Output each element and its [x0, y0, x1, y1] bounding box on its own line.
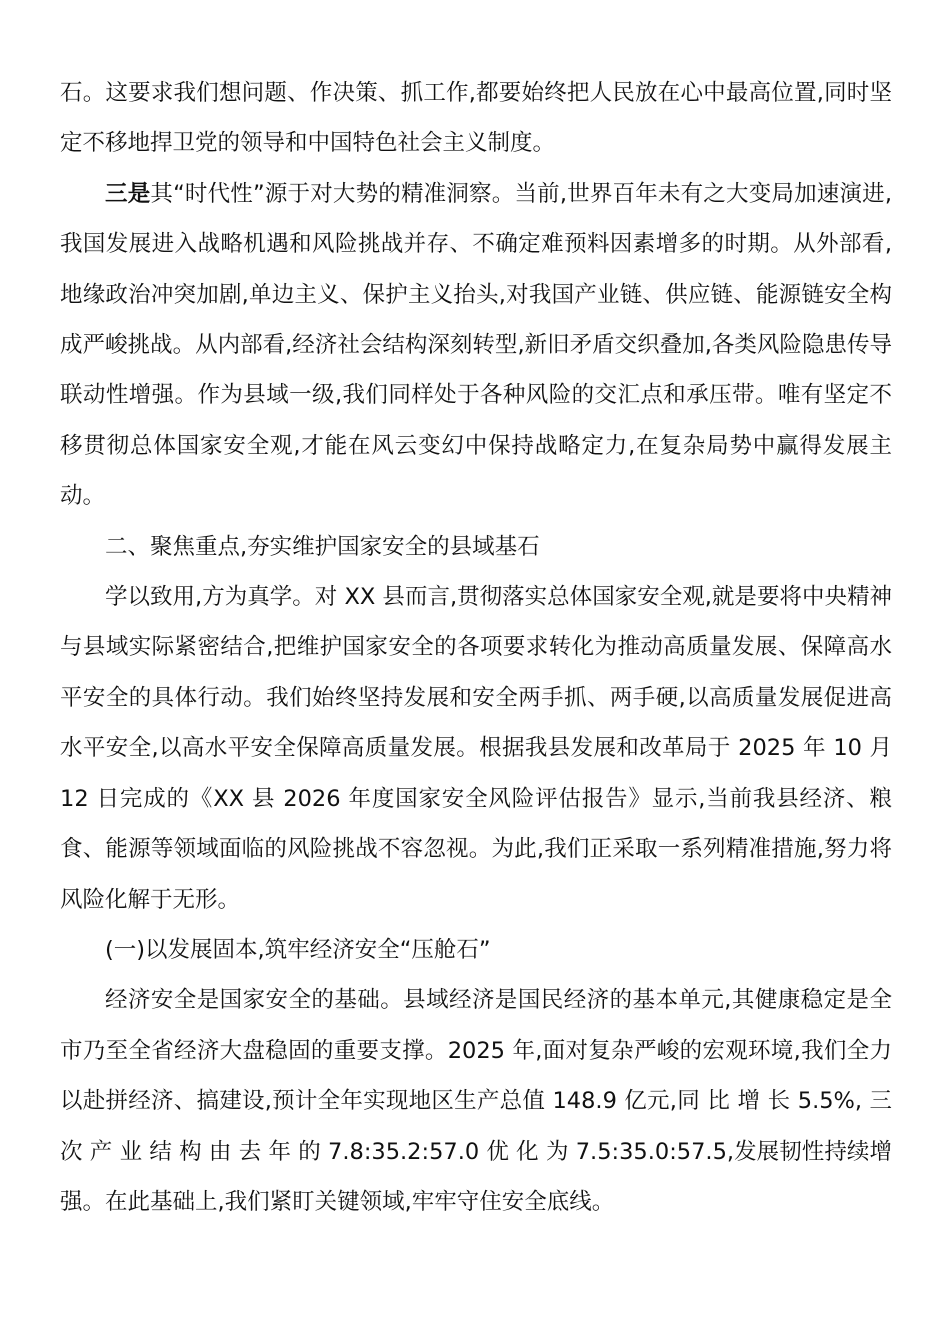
subsection-heading-1: (一)以发展固本,筑牢经济安全“压舱石”: [105, 936, 491, 963]
document-page: [60, 68, 892, 1227]
paragraph-economic-security: 经济安全是国家安全的基础。县域经济是国民经济的基本单元,其健康稳定是全市乃至全省经济大盘稳固的重要支撑。2025 年,面对复杂严峻的宏观环境,我们全力以赴拼经济、搞建设,预计全年实现地区生产总值 148.9 亿元,同 比 增 长 5.5%, 三 次 产 业 结 构 由 去 年 的 7.8:35.2:57.0 优 化 为 7.5:35.0:57.5,发展韧性持续增强。在此基础上,我们紧盯关键领域,牢牢守住安全底线。: [60, 987, 892, 1215]
section-heading-2: 二、聚焦重点,夯实维护国家安全的县域基石: [105, 533, 540, 560]
paragraph-continuation: 石。这要求我们想问题、作决策、抓工作,都要始终把人民放在心中最高位置,同时坚定不移地捍卫党的领导和中国特色社会主义制度。: [60, 80, 892, 157]
paragraph-third-point-body: 其“时代性”源于对大势的精准洞察。当前,世界百年未有之大变局加速演进,我国发展进入战略机遇和风险挑战并存、不确定难预料因素增多的时期。从外部看,地缘政治冲突加剧,单边主义、保护主义抬头,对我国产业链、供应链、能源链安全构成严峻挑战。从内部看,经济社会结构深刻转型,新旧矛盾交织叠加,各类风险隐患传导联动性增强。作为县域一级,我们同样处于各种风险的交汇点和承压带。唯有坚定不移贯彻总体国家安全观,才能在风云变幻中保持战略定力,在复杂局势中赢得发展主动。: [60, 180, 892, 510]
paragraph-section-intro: 学以致用,方为真学。对 XX 县而言,贯彻落实总体国家安全观,就是要将中央精神与县域实际紧密结合,把维护国家安全的各项要求转化为推动高质量发展、保障高水平安全的具体行动。我们始终坚持发展和安全两手抓、两手硬,以高质量发展促进高水平安全,以高水平安全保障高质量发展。根据我县发展和改革局于 2025 年 10 月 12 日完成的《XX 县 2026 年度国家安全风险评估报告》显示,当前我县经济、粮食、能源等领域面临的风险挑战不容忽视。为此,我们正采取一系列精准措施,努力将风险化解于无形。: [60, 584, 892, 913]
paragraph-third-point: [60, 169, 892, 522]
paragraph-lead-bold: 三是: [105, 180, 151, 207]
